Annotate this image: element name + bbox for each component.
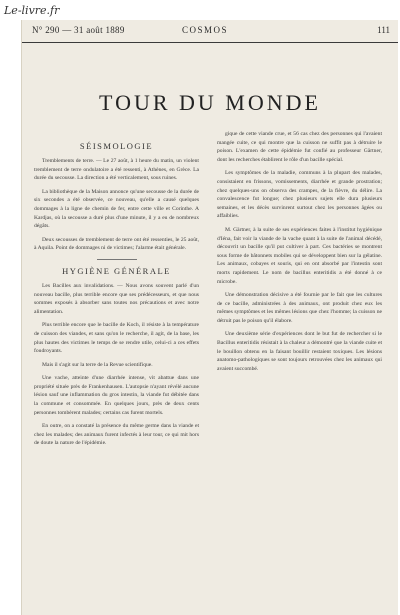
page-number: 111 — [377, 25, 390, 35]
viewer-topbar — [0, 0, 400, 20]
paragraph: La bibliothèque de la Maison annonce qu'une secousse de la durée de six secondes a été observée, ce nouveau, qu'elle a causé quelques dommages à la ligne de chemin de fer, entre cette ville et Corinthe. A Kardjas, où la secousse a duré plus d'une minute, il y a eu de nombreux dégâts. — [34, 188, 199, 230]
paragraph: Une vache, atteinte d'une diarrhée intense, vit abattue dans une propriété située près de Frankenhausen. L'autopsie n'ayant révélé aucune lésion sauf une inflammation du gros intestin, la viande fut débitée dans la commune et consommée. En quelques jours, près de deux cents personnes tombèrent malades; certains cas furent mortels. — [34, 375, 199, 416]
page-title: TOUR DU MONDE — [99, 90, 321, 115]
paragraph: Les Bacilles aux invalidations. — Nous avons souvent parlé d'un nouveau bacille, plus terrible encore que ses prédécesseurs, et que nous sommes exposés à absorber sans toutes nos précautions et avec notre alimentation. — [34, 282, 199, 315]
paragraph: M. Gärtner, à la suite de ses expériences faites à l'institut hygiénique d'Iéna, fait voir la viande de la vache quant à la suite de l'animal décédé, découvrit un bacille qu'il put cultiver à part. Ces bactéries se montrent sous forme de bâtonnets mobiles qui se développent bien sur la gélatine. Les animaux, cobayes et souris, qui en ont absorbé par l'intestin sont morts rapidement. Le nom de bacillus enteritidis a été donné à ce microbe. — [217, 226, 382, 285]
paragraph: Les symptômes de la maladie, communs à la plupart des malades, consistaient en frissons, vomissements, diarrhée et grande prostration; chez quelques-uns on observa des crampes, de la fièvre, du délire. La convalescence fut longue; chez plusieurs sujets elle dura plusieurs semaines, et les décès survinrent surtout chez les personnes âgées ou affaiblies. — [217, 170, 382, 220]
issue-date: N° 290 — 31 août 1889 — [32, 25, 125, 35]
scanned-page — [22, 20, 398, 615]
left-column — [34, 135, 199, 453]
divider — [97, 259, 137, 260]
right-column — [217, 130, 382, 378]
section-heading: HYGIÈNE GÉNÉRALE — [62, 265, 171, 276]
site-brand[interactable]: Le-livre.fr — [4, 3, 60, 17]
masthead: COSMOS — [182, 25, 229, 35]
paragraph: Tremblements de terre. — Le 27 août, à 1 heure du matin, un violent tremblement de terre ondulatoire a été ressenti, à Athènes, en Grèce. La durée du secousse. La direction a été verticalement, sous ruines. — [34, 158, 199, 182]
paragraph: En outre, on a constaté la présence du même germe dans la viande et chez les malades; des animaux furent infectés à leur tour, ce qui mit hors de doute la nature de l'épidémie. — [34, 423, 199, 447]
paragraph: Deux secousses de tremblement de terre ont été ressenties, le 25 août, à Aquila. Point de dommages ni de victimes; l'alarme était générale. — [34, 236, 199, 252]
page-header — [22, 20, 398, 43]
paragraph: Une démonstration décisive a été fournie par le fait que les cultures de ce bacille, administrées à des animaux, ont produit chez eux les mêmes symptômes et les mêmes lésions que chez l'homme; la cuisson ne détruit pas le poison qu'il élabore. — [217, 292, 382, 324]
section-heading: SÉISMOLOGIE — [79, 141, 154, 151]
paragraph: Une deuxième série d'expériences dont le but fut de rechercher si le Bacillus enteritidis résistait à la chaleur a démontré que la viande cuite et le bouillon obtenu en la faisant bouillir restaient toxiques. Les lésions anatomo-pathologiques se sont toujours retrouvées chez les animaux qui avaient succombé. — [217, 331, 382, 372]
paragraph: Plus terrible encore que le bacille de Koch, il résiste à la température de cuisson des viandes, et sans qu'on le recherche, il agit, de la base, les plus hautes des victimes le temps de se rendre utile, celui-ci a ces effets foudroyants. — [34, 322, 199, 355]
paragraph: Mais il s'agit sur la terre de la Revue scientifique. — [42, 361, 153, 368]
paragraph: gique de cette viande crue, et 56 cas chez des personnes qui l'avaient mangée cuite, ce qui montre que la cuisson ne suffit pas à détruire le poison. L'examen de cette épidémie fut confié au professeur Gärtner, dont les recherches établirent le rôle d'un bacille spécial. — [217, 131, 382, 163]
